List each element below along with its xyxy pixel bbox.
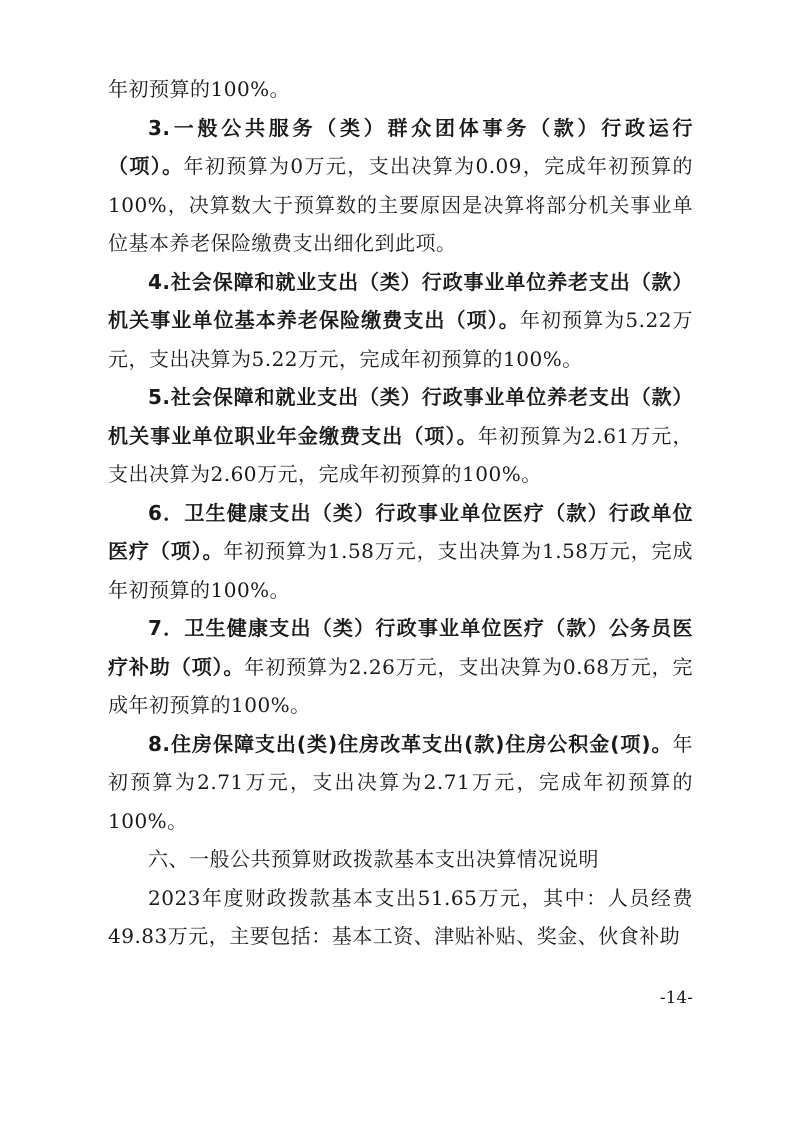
item-heading: 6．卫生健康支出（类）行政事业单位医疗（款）行政单位医疗（项）。 (108, 500, 693, 563)
item-text: 年初预算为2.61万元，支出决算为2.60万元，完成年初预算的100%。 (108, 423, 694, 486)
paragraph-item-5 (108, 378, 693, 494)
item-text: 年初预算为2.26万元，支出决算为0.68万元，完成年初预算的100%。 (108, 654, 694, 717)
paragraph-item-7 (108, 609, 693, 725)
section-heading: 六、一般公共预算财政拨款基本支出决算情况说明 (148, 847, 599, 871)
paragraph-continuation (108, 70, 693, 109)
item-text: 年初预算为2.71万元，支出决算为2.71万元，完成年初预算的100%。 (108, 731, 693, 833)
page-number: -14- (659, 988, 693, 1008)
item-text: 年初预算为0万元，支出决算为0.09，完成年初预算的100%，决算数大于预算数的主要原因是决算将部分机关事业单位基本养老保险缴费支出细化到此项。 (108, 154, 693, 255)
item-heading: 3.一般公共服务（类）群众团体事务（款）行政运行（项）。 (108, 115, 693, 178)
paragraph-item-4 (108, 263, 693, 379)
paragraph-item-3 (108, 109, 693, 263)
document-body (108, 70, 693, 956)
item-heading: 7．卫生健康支出（类）行政事业单位医疗（款）公务员医疗补助（项）。 (108, 616, 693, 679)
item-heading: 4.社会保障和就业支出（类）行政事业单位养老支出（款）机关事业单位基本养老保险缴费支出（项）。 (108, 269, 693, 332)
paragraph-item-8 (108, 725, 693, 841)
paragraph-item-6 (108, 494, 693, 610)
item-heading: 8.住房保障支出(类)住房改革支出(款)住房公积金(项)。 (148, 731, 673, 756)
item-text: 年初预算为1.58万元，支出决算为1.58万元，完成年初预算的100%。 (108, 539, 694, 602)
paragraph-text: 年初预算的100%。 (108, 77, 291, 101)
item-heading: 5.社会保障和就业支出（类）行政事业单位养老支出（款）机关事业单位职业年金缴费支出（项）。 (108, 385, 693, 448)
item-text: 年初预算为5.22万元，支出决算为5.22万元，完成年初预算的100%。 (108, 308, 694, 371)
closing-paragraph: 2023年度财政拨款基本支出51.65万元，其中：人员经费49.83万元，主要包括：基本工资、津贴补贴、奖金、伙食补助 (108, 885, 693, 948)
